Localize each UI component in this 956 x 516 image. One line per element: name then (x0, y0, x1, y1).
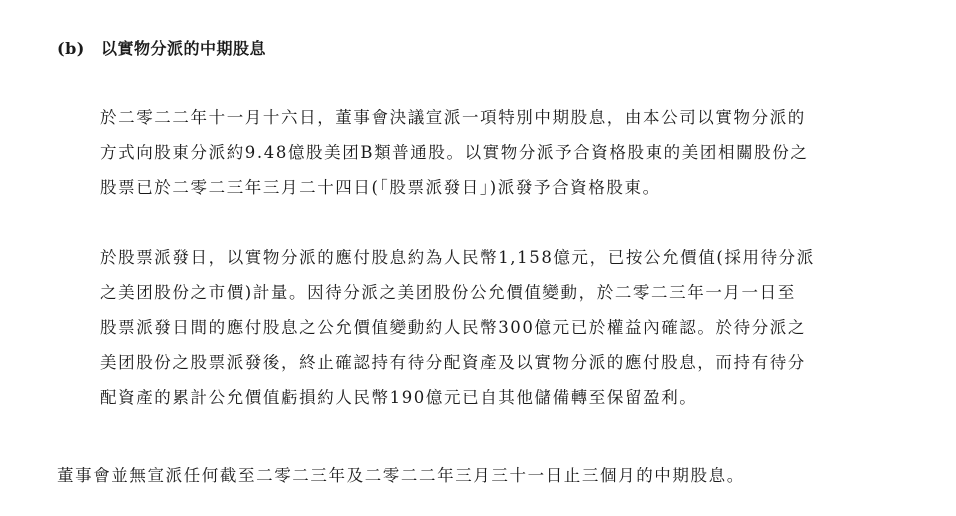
paragraph-special-dividend (100, 100, 920, 205)
section-number: (b) (57, 39, 85, 58)
section-heading (57, 36, 266, 59)
closing-statement: 董事會並無宣派任何截至二零二三年及二零二二年三月三十一日止三個月的中期股息。 (57, 466, 745, 485)
paragraph-line: 股票派發日間的應付股息之公允價值變動約人民幣300億元已於權益內確認。於待分派之 (100, 318, 806, 337)
paragraph-line: 股票已於二零二三年三月二十四日(「股票派發日」)派發予合資格股東。 (100, 178, 661, 197)
paragraph-line: 之美团股份之市價)計量。因待分派之美团股份公允價值變動，於二零二三年一月一日至 (100, 283, 796, 302)
paragraph-line: 於股票派發日，以實物分派的應付股息約為人民幣1,158億元，已按公允價值(採用待分派 (100, 248, 815, 267)
paragraph-dividend-valuation (100, 240, 920, 415)
section-title: 以實物分派的中期股息 (101, 39, 267, 58)
paragraph-line: 方式向股東分派約9.48億股美团B類普通股。以實物分派予合資格股東的美团相關股份之 (100, 143, 809, 162)
paragraph-line: 於二零二二年十一月十六日，董事會決議宣派一項特別中期股息，由本公司以實物分派的 (100, 108, 806, 127)
paragraph-line: 配資產的累計公允價值虧損約人民幣190億元已自其他儲備轉至保留盈利。 (100, 388, 698, 407)
paragraph-line: 美团股份之股票派發後，終止確認持有待分配資產及以實物分派的應付股息，而持有待分 (100, 353, 806, 372)
